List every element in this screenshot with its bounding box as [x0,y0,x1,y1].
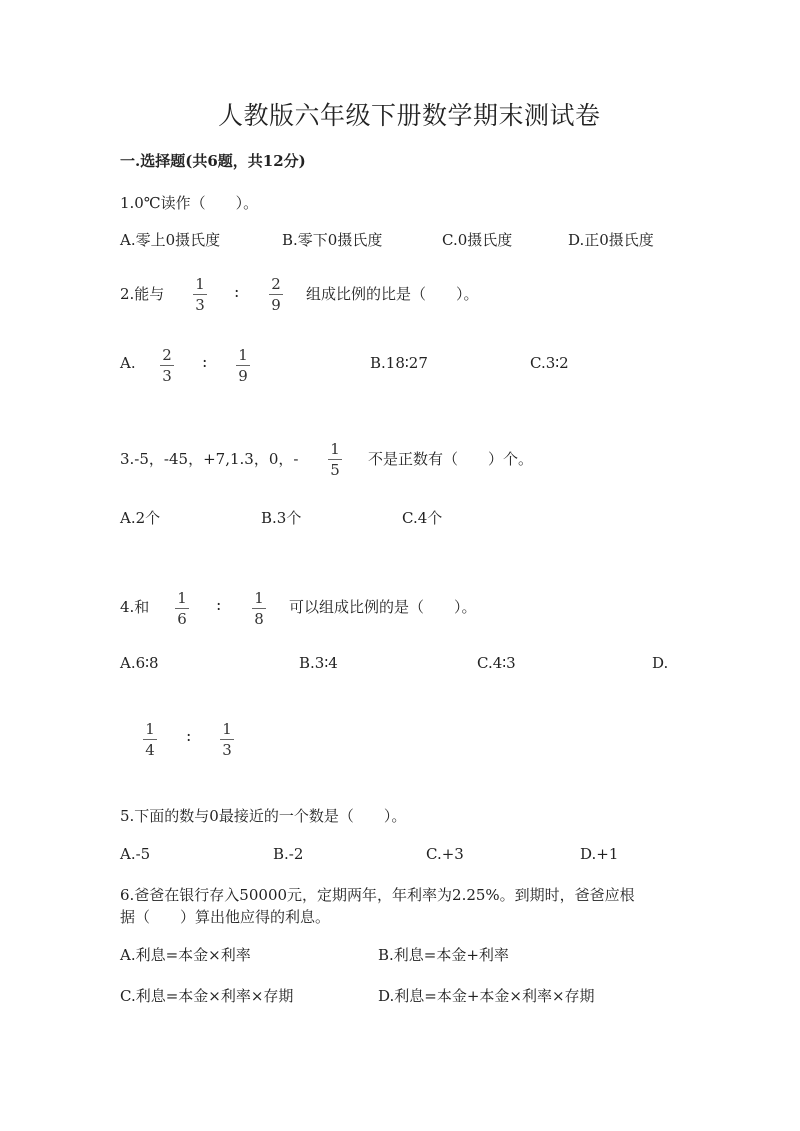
q4-option-d-colon: : [186,726,192,745]
q4-option-d: D. [652,654,669,672]
denominator: 5 [330,461,340,479]
denominator: 3 [162,367,172,385]
q2-option-a-fraction-1 [157,346,177,385]
fraction-bar [220,739,234,740]
fraction-bar [143,739,157,740]
q3-fraction [325,440,345,479]
numerator: 1 [330,440,340,458]
fraction-bar [252,608,266,609]
q5-option-c: C.+3 [426,845,464,863]
q1-option-b: B.零下0摄氏度 [282,231,383,249]
numerator: 1 [222,720,232,738]
fraction-bar [328,459,342,460]
q3-option-a: A.2个 [120,509,161,527]
q2-fraction-2 [266,275,286,314]
q4-fraction-2 [249,589,269,628]
q1-option-a: A.零上0摄氏度 [120,231,221,249]
numerator: 1 [177,589,187,607]
numerator: 1 [195,275,205,293]
q2-option-b: B.18∶27 [370,354,428,372]
section-heading: 一.选择题(共6题，共12分) [120,152,306,170]
q2-option-a-fraction-2 [233,346,253,385]
question-4-suffix: 可以组成比例的是（ ）。 [289,598,477,616]
q2-fraction-1 [190,275,210,314]
fraction-bar [269,294,283,295]
q6-option-b: B.利息=本金+利率 [378,946,509,964]
numerator: 1 [145,720,155,738]
q6-option-d: D.利息=本金+本金×利率×存期 [378,987,595,1005]
q1-option-c: C.0摄氏度 [442,231,513,249]
q4-option-a: A.6∶8 [120,654,159,672]
fraction-bar [193,294,207,295]
question-6-line-2: 据（ ）算出他应得的利息。 [120,908,331,926]
fraction-bar [236,365,250,366]
question-4-prefix: 4.和 [120,598,150,616]
numerator: 2 [162,346,172,364]
denominator: 9 [271,296,281,314]
q6-option-a: A.利息=本金×利率 [120,946,251,964]
q2-option-a-colon: : [202,352,208,371]
question-3-suffix: 不是正数有（ ）个。 [368,450,534,468]
question-1-stem: 1.0℃读作（ ）。 [120,194,259,212]
q4-option-d-fraction-1 [140,720,160,759]
question-6-line-1: 6.爸爸在银行存入50000元，定期两年，年利率为2.25%。到期时，爸爸应根 [120,886,635,904]
numerator: 1 [254,589,264,607]
q4-ratio-colon: : [216,595,222,614]
q5-option-a: A.-5 [120,845,151,863]
page-title: 人教版六年级下册数学期末测试卷 [218,101,601,130]
q3-option-b: B.3个 [261,509,302,527]
denominator: 6 [177,610,187,628]
q2-ratio-colon: : [234,282,240,301]
question-5-stem: 5.下面的数与0最接近的一个数是（ ）。 [120,807,407,825]
q2-option-a-label: A. [120,354,136,372]
numerator: 2 [271,275,281,293]
q1-option-d: D.正0摄氏度 [568,231,654,249]
q5-option-d: D.+1 [580,845,619,863]
numerator: 1 [238,346,248,364]
denominator: 9 [238,367,248,385]
fraction-bar [160,365,174,366]
question-2-prefix: 2.能与 [120,285,165,303]
q4-option-d-fraction-2 [217,720,237,759]
fraction-bar [175,608,189,609]
q5-option-b: B.-2 [273,845,304,863]
denominator: 8 [254,610,264,628]
q6-option-c: C.利息=本金×利率×存期 [120,987,294,1005]
denominator: 3 [195,296,205,314]
question-3-prefix: 3.-5，-45，+7,1.3，0，- [120,450,299,468]
q2-option-c: C.3∶2 [530,354,569,372]
question-2-suffix: 组成比例的比是（ ）。 [306,285,479,303]
denominator: 3 [222,741,232,759]
q4-option-c: C.4∶3 [477,654,516,672]
q4-option-b: B.3∶4 [299,654,338,672]
q3-option-c: C.4个 [402,509,443,527]
denominator: 4 [145,741,155,759]
q4-fraction-1 [172,589,192,628]
